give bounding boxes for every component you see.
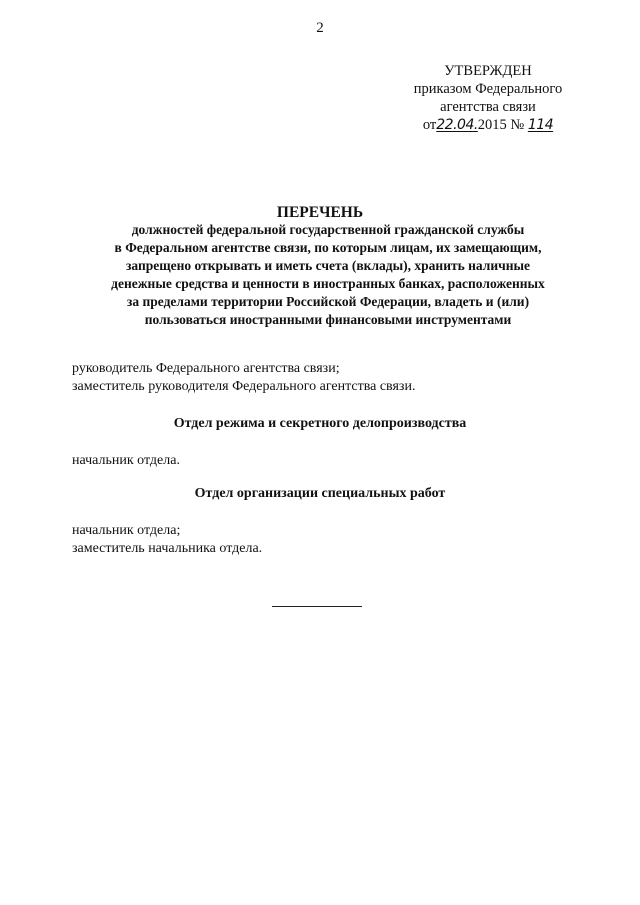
number-sign: № [510,117,525,133]
approval-agency-line: агентства связи [440,99,536,115]
list-item: заместитель начальника отдела. [72,541,263,556]
section-special-works-list [72,522,262,558]
page-number: 2 [316,20,324,36]
subtitle-line: пользоваться иностранными финансовыми инструментами [144,312,512,327]
leadership-list [72,360,415,396]
list-item: заместитель руководителя Федерального агентства связи. [72,379,416,394]
approval-order-line: приказом Федерального [413,81,563,97]
section-title-regime: Отдел режима и секретного делопроизводства [173,416,467,431]
subtitle-line: за пределами территории Российской Федерации, владеть и (или) [126,294,530,309]
document-subtitle [90,221,566,329]
subtitle-line: денежные средства и ценности в иностранных банках, расположенных [111,276,545,291]
list-item: начальник отдела; [72,523,181,538]
handwritten-date: 22.04. [436,117,478,133]
list-item: руководитель Федерального агентства связи; [72,361,340,376]
list-item: начальник отдела. [72,453,180,468]
subtitle-line: должностей федеральной государственной гражданской службы [131,222,525,237]
approval-stamp [396,62,580,134]
subtitle-line: запрещено открывать и иметь счета (вклады), хранить наличные [125,258,531,273]
date-prefix: от [422,117,437,133]
section-title-special-works: Отдел организации специальных работ [194,486,446,501]
closing-rule [272,606,362,607]
section-regime-list [72,452,180,470]
approval-title: УТВЕРЖДЕН [444,63,532,79]
date-year: 2015 [477,117,507,133]
handwritten-number: 114 [527,117,554,133]
subtitle-line: в Федеральном агентстве связи, по которым лицам, их замещающим, [114,240,542,255]
document-heading: ПЕРЕЧЕНЬ [276,204,364,221]
approval-date-line [396,116,580,134]
